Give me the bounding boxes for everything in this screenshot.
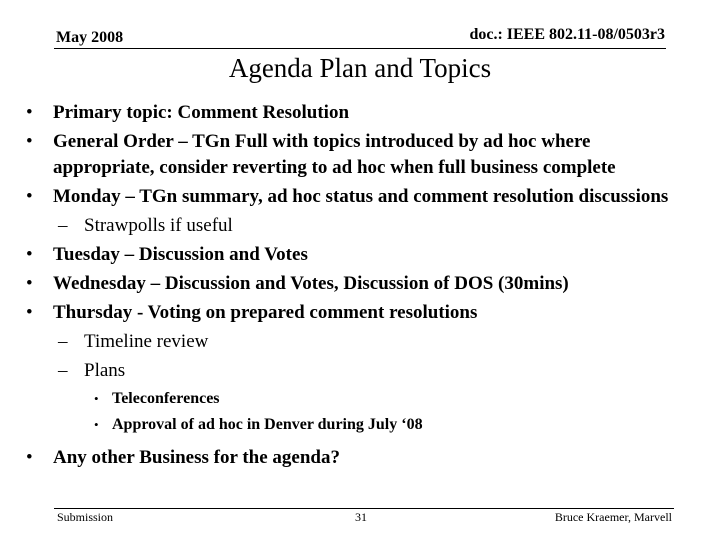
agenda-item-tuesday xyxy=(26,242,673,268)
agenda-item-other-business xyxy=(26,445,673,471)
slide-title: Agenda Plan and Topics xyxy=(228,53,492,83)
agenda-item-thursday xyxy=(26,300,673,326)
agenda-subsubitem-text: Approval of ad hoc in Denver during July ‘08 xyxy=(112,416,423,433)
agenda-item-wednesday xyxy=(26,271,673,297)
agenda-item-monday xyxy=(26,184,673,210)
footer-divider xyxy=(54,508,674,509)
bullet-marker: • xyxy=(26,131,33,152)
agenda-item-text: Primary topic: Comment Resolution xyxy=(53,102,350,123)
agenda-subsubitem-denver-approval xyxy=(94,414,720,436)
bullet-marker: • xyxy=(26,244,33,265)
bullet-marker: • xyxy=(26,447,33,468)
dash-marker: – xyxy=(58,215,68,236)
agenda-subitem-timeline-review xyxy=(58,329,720,355)
header-doc-id: doc.: IEEE 802.11-08/0503r3 xyxy=(469,26,665,43)
dash-marker: – xyxy=(58,360,68,381)
header-date: May 2008 xyxy=(56,29,124,46)
bullet-marker: • xyxy=(26,186,33,207)
agenda-item-general-order xyxy=(26,129,673,181)
agenda-subitem-text: Plans xyxy=(84,360,126,381)
agenda-subitem-text: Timeline review xyxy=(84,331,209,352)
page-number: 31 xyxy=(355,510,367,524)
agenda-subitem-strawpolls xyxy=(58,213,720,239)
agenda-item-text: General Order – TGn Full with topics introduced by ad hoc where appropriate, consider reverting to ad hoc when full business complete xyxy=(53,131,616,178)
bullet-marker: • xyxy=(94,417,99,432)
agenda-item-primary-topic xyxy=(26,100,673,126)
header-divider xyxy=(54,48,666,49)
bullet-marker: • xyxy=(26,302,33,323)
agenda-subsubitem-text: Teleconferences xyxy=(112,390,220,407)
footer-submission: Submission xyxy=(57,510,114,524)
agenda-item-text: Thursday - Voting on prepared comment resolutions xyxy=(53,302,478,323)
bullet-marker: • xyxy=(26,102,33,123)
dash-marker: – xyxy=(58,331,68,352)
footer-author: Bruce Kraemer, Marvell xyxy=(554,510,672,524)
agenda-list xyxy=(0,100,720,474)
agenda-item-text: Tuesday – Discussion and Votes xyxy=(53,244,308,265)
agenda-subsubitem-teleconferences xyxy=(94,388,720,410)
agenda-item-text: Wednesday – Discussion and Votes, Discussion of DOS (30mins) xyxy=(53,273,569,294)
bullet-marker: • xyxy=(26,273,33,294)
agenda-item-text: Any other Business for the agenda? xyxy=(53,447,340,468)
agenda-subitem-text: Strawpolls if useful xyxy=(84,215,233,236)
agenda-subitem-plans xyxy=(58,358,720,384)
agenda-item-text: Monday – TGn summary, ad hoc status and comment resolution discussions xyxy=(53,186,669,207)
bullet-marker: • xyxy=(94,391,99,406)
